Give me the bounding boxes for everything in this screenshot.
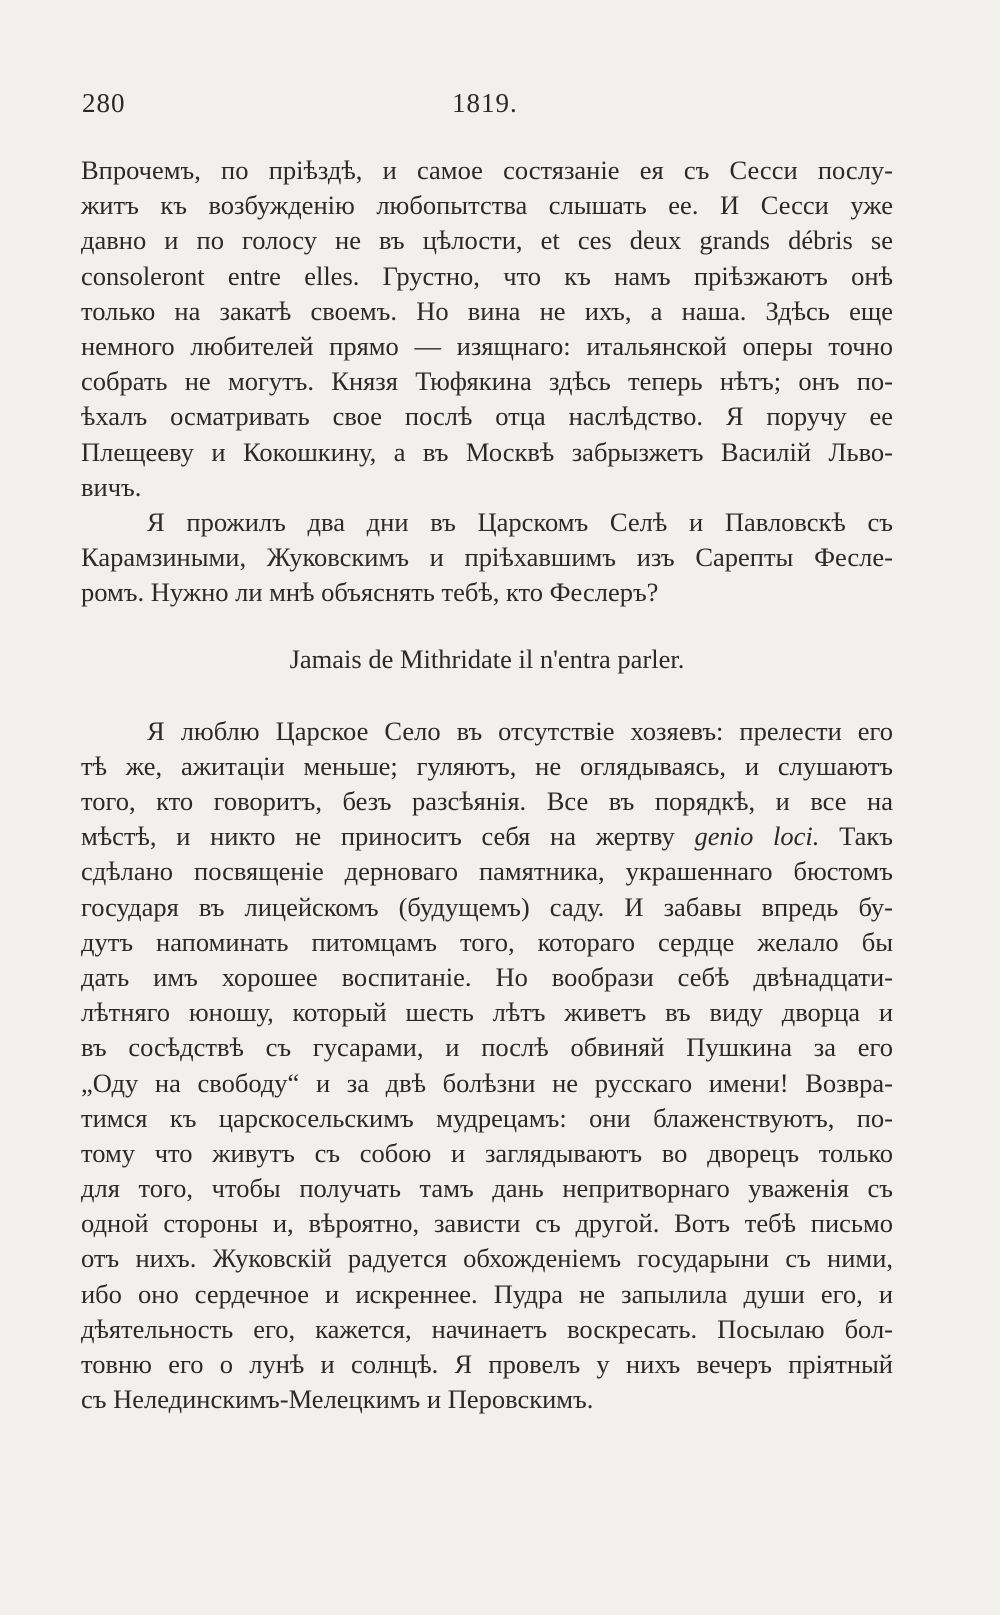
- french-quote: Jamais de Mithridate il n'entra parler.: [289, 644, 685, 675]
- text-line: только на закатѣ своемъ. Но вина не ихъ, а наша. Здѣсь еще: [81, 295, 893, 326]
- text-line: государя въ лицейскомъ (будущемъ) саду. И забавы впредь бу-: [81, 891, 893, 922]
- text-line: лѣтняго юношу, который шесть лѣтъ живетъ въ виду дворца и: [81, 997, 893, 1028]
- text-line: Карамзиными, Жуковскимъ и пріѣхавшимъ изъ Сарепты Фесле-: [81, 542, 893, 573]
- text-line: Впрочемъ, по пріѣздѣ, и самое состязаніе ея съ Сесси послу-: [81, 155, 893, 185]
- text-line: тому что живутъ съ собою и заглядываютъ во дворецъ только: [81, 1137, 893, 1168]
- text-line: дать имъ хорошее воспитаніе. Но вообрази себѣ двѣнадцати-: [81, 961, 893, 992]
- text-line: житъ къ возбужденію любопытства слышать ее. И Сесси уже: [81, 190, 893, 221]
- text-line: Я люблю Царское Село въ отсутствіе хозяевъ: прелести его: [147, 715, 893, 746]
- text-line: въ сосѣдствѣ съ гусарами, и послѣ обвиняй Пушкина за его: [81, 1032, 893, 1063]
- paragraph-2: [81, 505, 893, 611]
- page-header: [82, 88, 892, 128]
- text-line: ибо оно сердечное и искреннее. Пудра не запылила души его, и: [81, 1278, 893, 1309]
- page-number: 280: [82, 88, 126, 118]
- text-line: для того, чтобы получать тамъ дань непритворнаго уваженія съ: [81, 1173, 893, 1204]
- text-line: тѣ же, ажитаціи меньше; гуляютъ, не оглядываясь, и слушаютъ: [81, 750, 893, 781]
- text-line: отъ нихъ. Жуковскій радуется обхожденіемъ государыни съ ними,: [81, 1243, 893, 1274]
- text-segment: мѣстѣ, и никто не приноситъ себя на жертву: [81, 821, 695, 852]
- text-line: немного любителей прямо — изящнаго: итальянской оперы точно: [81, 330, 893, 361]
- text-line: дутъ напоминать питомцамъ того, котораго сердце желало бы: [81, 926, 893, 957]
- text-line: одной стороны и, вѣроятно, зависти съ другой. Вотъ тебѣ письмо: [81, 1208, 893, 1239]
- paragraph-3: [81, 714, 893, 1418]
- text-line: давно и по голосу не въ цѣлости, et ces deux grands débris se: [81, 225, 893, 256]
- text-line: дѣятельность его, кажется, начинаетъ воскресать. Посылаю бол-: [81, 1313, 893, 1344]
- text-line: Я прожилъ два дни въ Царскомъ Селѣ и Павловскѣ съ: [147, 506, 893, 537]
- text-segment: Такъ: [819, 821, 893, 852]
- running-head: 1819.: [452, 88, 518, 118]
- text-line: съ Нелединскимъ-Мелецкимъ и Перовскимъ.: [81, 1384, 594, 1415]
- text-line: товню его о лунѣ и солнцѣ. Я провелъ у нихъ вечеръ пріятный: [81, 1349, 893, 1379]
- main-text: [81, 153, 893, 1417]
- text-line-with-italic: [81, 819, 893, 854]
- text-line: ромъ. Нужно ли мнѣ объяснять тебѣ, кто Феслеръ?: [81, 577, 659, 608]
- text-line: consoleront entre elles. Грустно, что къ намъ пріѣзжаютъ онѣ: [81, 260, 893, 291]
- text-line: Плещееву и Кокошкину, а въ Москвѣ забрызжетъ Василій Льво-: [81, 436, 893, 467]
- text-line: вичъ.: [81, 471, 142, 502]
- text-line: собрать не могутъ. Князя Тюфякина здѣсь теперь нѣтъ; онъ по-: [81, 366, 893, 397]
- text-line: „Оду на свободу“ и за двѣ болѣзни не русскаго имени! Возвра-: [81, 1067, 893, 1098]
- paragraph-1: [81, 153, 893, 505]
- text-line: сдѣлано посвященіе дерноваго памятника, украшеннаго бюстомъ: [81, 856, 893, 887]
- text-line: ѣхалъ осматривать свое послѣ отца наслѣдство. Я поручу ее: [81, 401, 893, 432]
- italic-phrase: genio loci.: [694, 821, 820, 852]
- text-line: того, кто говоритъ, безъ разсѣянія. Все въ порядкѣ, и все на: [81, 786, 893, 816]
- text-line: тимся къ царскосельскимъ мудрецамъ: они блаженствуютъ, по-: [81, 1102, 893, 1133]
